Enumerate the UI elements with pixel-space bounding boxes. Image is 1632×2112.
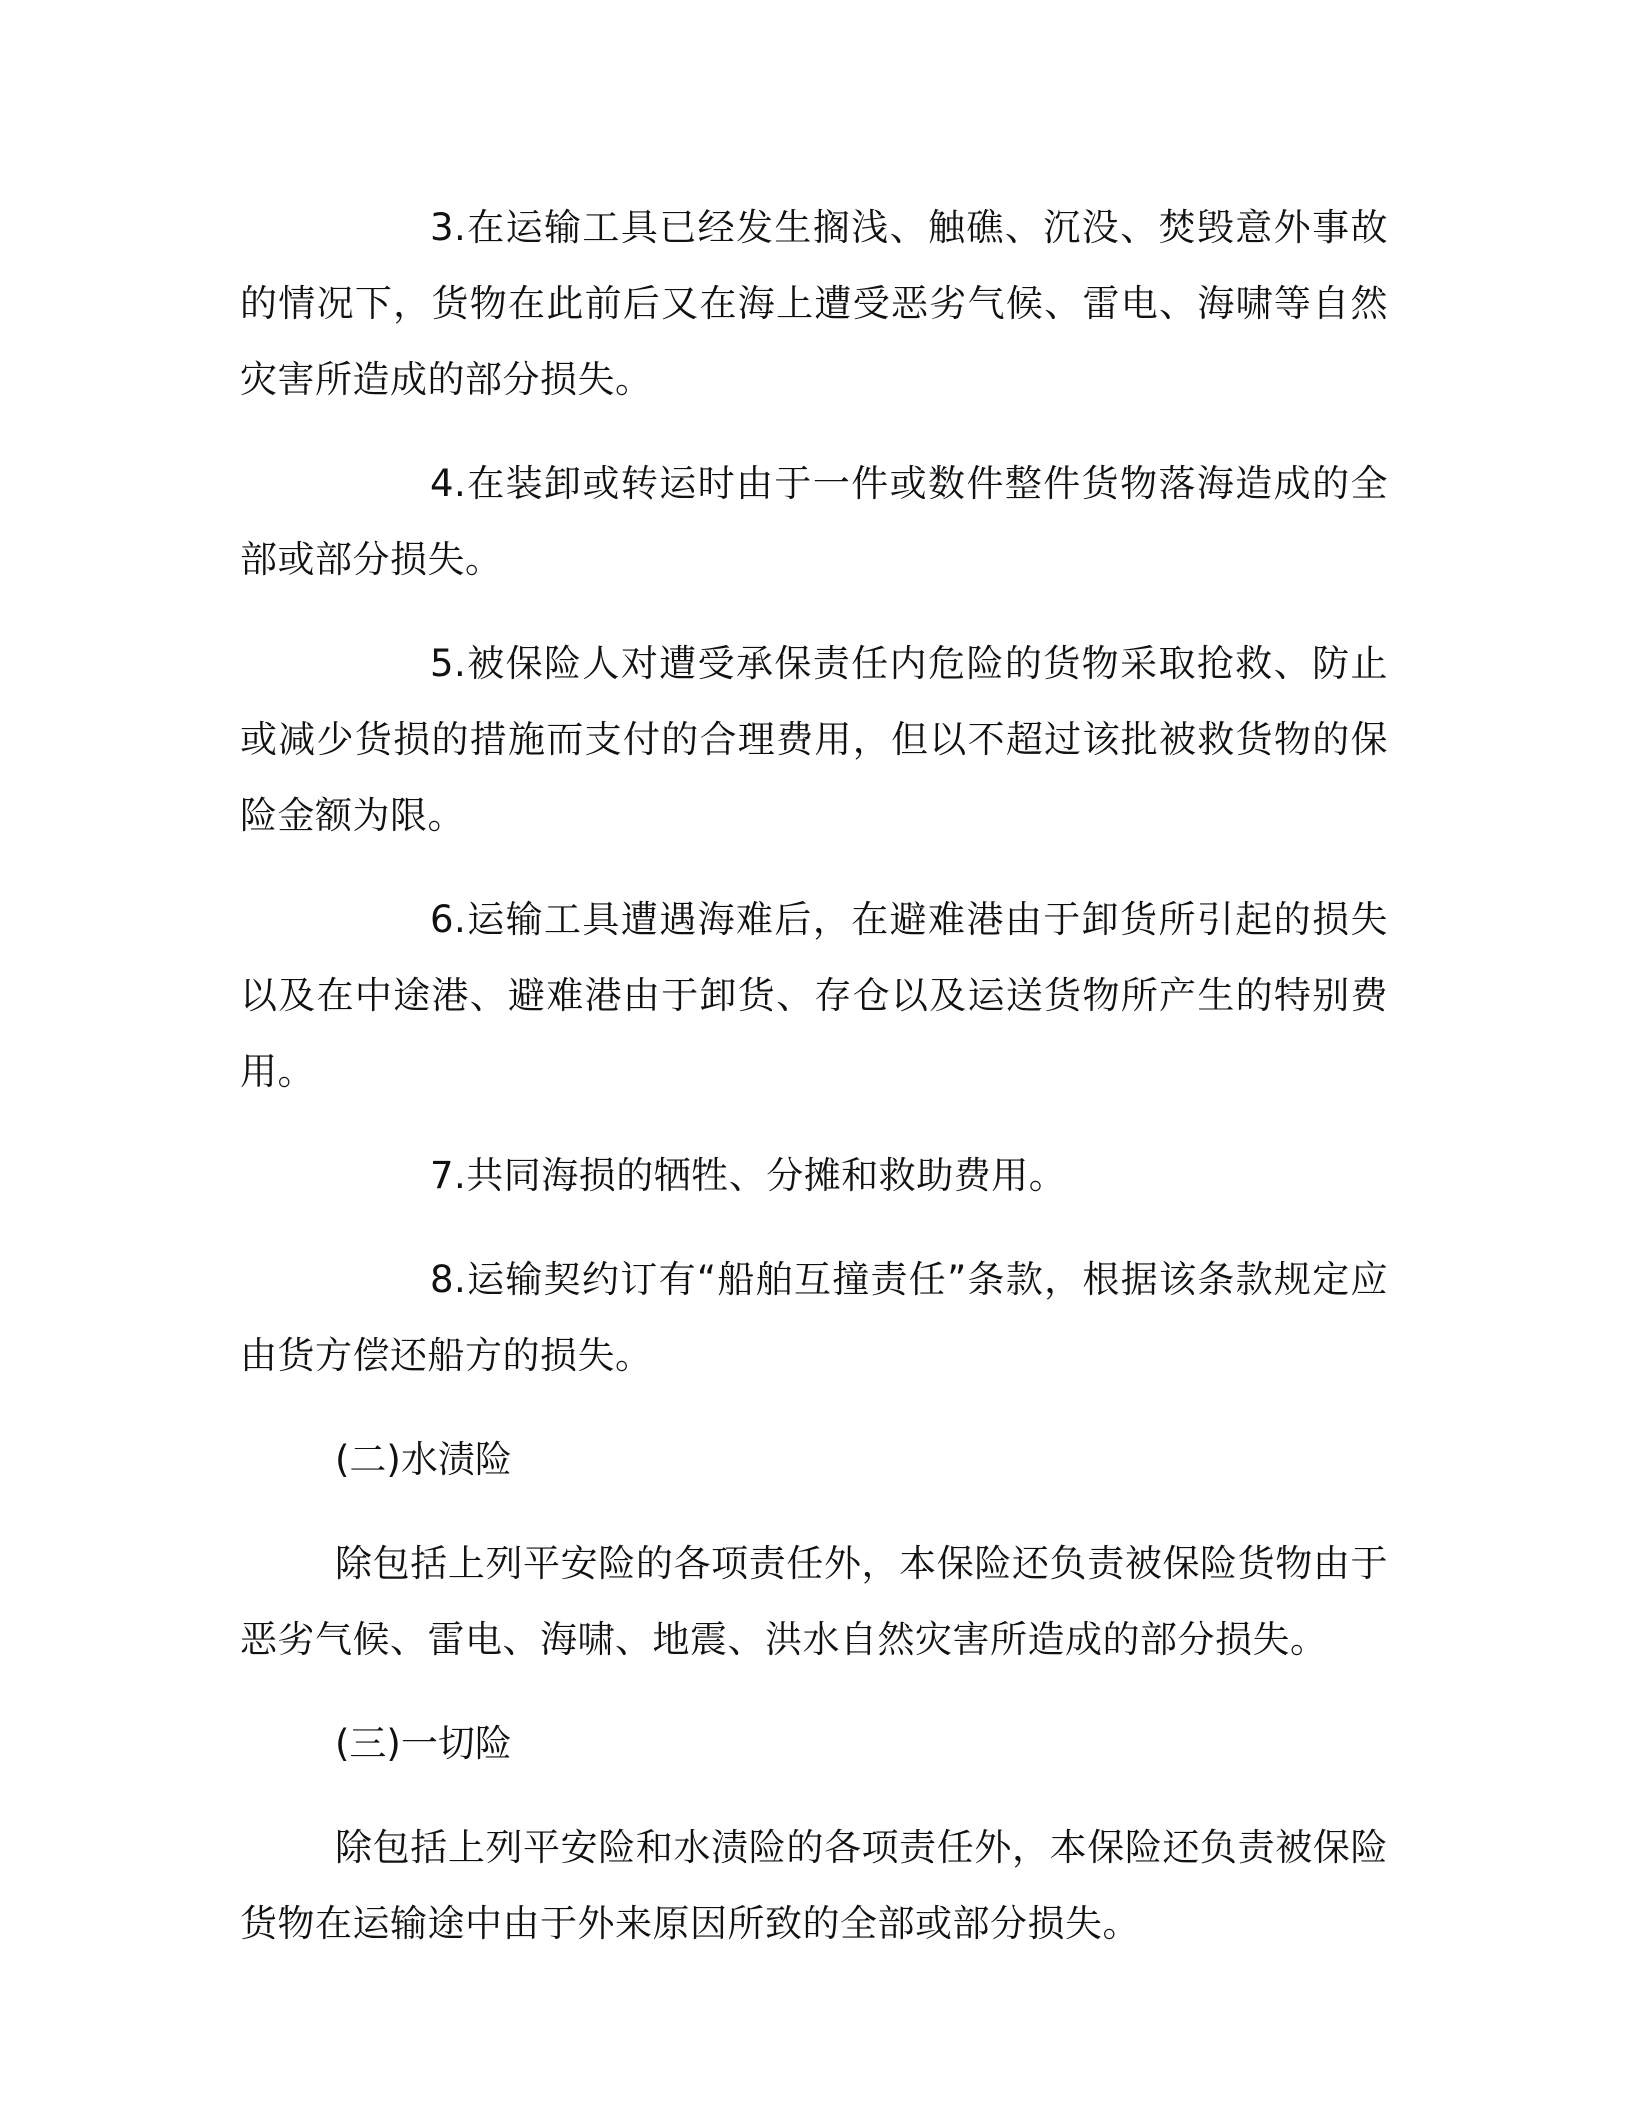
- clause-3: 3.在运输工具已经发生搁浅、触礁、沉没、焚毁意外事故的情况下，货物在此前后又在海上遭受恶劣气候、雷电、海啸等自然灾害所造成的部分损失。: [240, 206, 1388, 401]
- clause-7: 7.共同海损的牺牲、分摊和救助费用。: [430, 1154, 1067, 1197]
- clause-4: 4.在装卸或转运时由于一件或数件整件货物落海造成的全部或部分损失。: [240, 462, 1388, 581]
- section-body-all-risks: 除包括上列平安险和水渍险的各项责任外，本保险还负责被保险货物在运输途中由于外来原因所致的全部或部分损失。: [240, 1826, 1388, 1945]
- clause-8: 8.运输契约订有“船舶互撞责任”条款，根据该条款规定应由货方偿还船方的损失。: [240, 1258, 1388, 1377]
- clause-5: 5.被保险人对遭受承保责任内危险的货物采取抢救、防止或减少货损的措施而支付的合理费用，但以不超过该批被救货物的保险金额为限。: [240, 642, 1388, 837]
- document-page: [240, 190, 1388, 1962]
- clause-6: 6.运输工具遭遇海难后，在避难港由于卸货所引起的损失以及在中途港、避难港由于卸货、存仓以及运送货物所产生的特别费用。: [240, 898, 1388, 1093]
- section-heading-all-risks: (三)一切险: [335, 1722, 512, 1765]
- section-heading-water-damage: (二)水渍险: [335, 1438, 512, 1481]
- section-body-water-damage: 除包括上列平安险的各项责任外，本保险还负责被保险货物由于恶劣气候、雷电、海啸、地震、洪水自然灾害所造成的部分损失。: [240, 1542, 1388, 1661]
